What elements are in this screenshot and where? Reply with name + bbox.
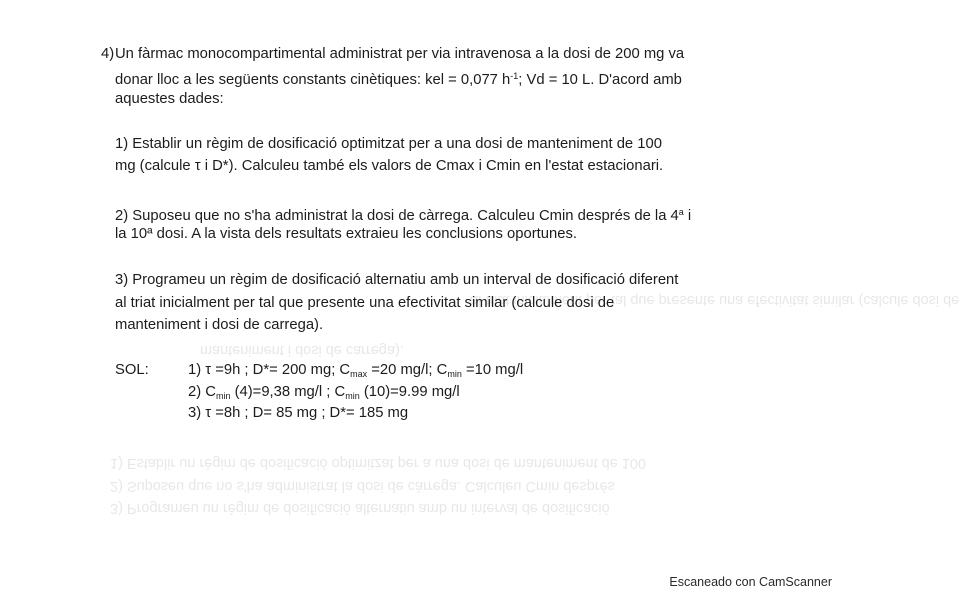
question-1-line-1: 1) Establir un règim de dosificació optimitzat per a una dosi de manteniment de 100 — [115, 136, 662, 152]
bleed-through-line: al triat inicialment per tal que presente una efectivitat similar (calcule dosi de — [470, 292, 959, 308]
bleed-through-line: 3) Programeu un règim de dosificació alternatiu amb un interval de dosificació — [110, 500, 610, 516]
solution-1: 1) τ =9h ; D*= 200 mg; $C_{max} =20$ mg/l; $C_{min} =10$ mg/l — [188, 362, 524, 379]
solution-3: 3) τ =8h ; D= 85 mg ; D*= 185 mg — [188, 405, 409, 421]
problem-intro-line-3: aquestes dades: — [115, 91, 224, 107]
bleed-through-line: 2) Suposeu que no s'ha administrat la dosi de càrrega. Calculeu Cmin després — [110, 478, 615, 494]
camscanner-watermark: Escaneado con CamScanner — [669, 575, 832, 589]
question-3-line-2: al triat inicialment per tal que presente una efectivitat similar (calcule dosi de — [115, 295, 615, 311]
question-2-line-1: 2) Suposeu que no s'ha administrat la dosi de càrrega. Calculeu Cmin després de la 4$^a$ i — [115, 207, 692, 224]
question-2-line-2: la 10ª dosi. A la vista dels resultats extraieu les conclusions oportunes. — [115, 226, 577, 242]
question-3-line-3: manteniment i dosi de carrega). — [115, 317, 324, 333]
solution-2: 2) $C_{min}$ (4)=9,38 mg/l ; $C_{min}$ (10)=9.99 mg/l — [188, 384, 460, 401]
bleed-through-line: 1) Establir un règim de dosificació optimitzat per a una dosi de manteniment de 100 — [110, 455, 646, 471]
problem-number: 4) — [101, 46, 115, 62]
question-1-line-2: mg (calcule τ i D*). Calculeu també els valors de Cmax i Cmin en l'estat estacionari. — [115, 158, 664, 174]
question-3-line-1: 3) Programeu un règim de dosificació alternatiu amb un interval de dosificació diferent — [115, 272, 679, 288]
solution-label: SOL: — [115, 362, 149, 378]
problem-intro-line-2: donar lloc a les següents constants cinètiques: kel = 0,077 $h^{-1}$; Vd = 10 L. D'acord amb — [115, 71, 682, 88]
problem-intro-line-1: Un fàrmac monocompartimental administrat per via intravenosa a la dosi de 200 mg va — [115, 46, 685, 62]
bleed-through-line: manteniment i dosi de carrega). — [200, 342, 404, 358]
